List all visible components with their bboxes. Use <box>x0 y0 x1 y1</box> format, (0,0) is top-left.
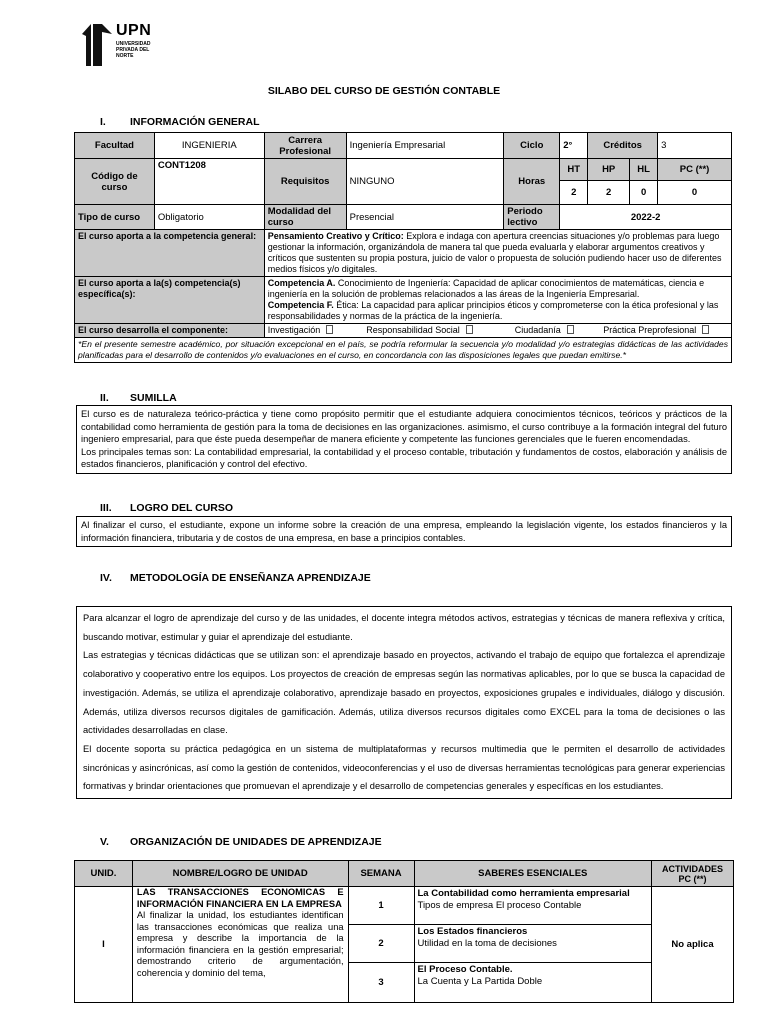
hp-value: 2 <box>588 181 630 205</box>
section-number: IV. <box>100 572 112 584</box>
header-unid: UNID. <box>75 861 133 887</box>
facultad-value: INGENIERIA <box>154 133 264 159</box>
section-2-heading <box>100 392 177 404</box>
pc-label: PC (**) <box>658 159 732 181</box>
periodo-label: Periodo lectivo <box>504 205 560 230</box>
logo-subtitle: UNIVERSIDAD PRIVADA DEL NORTE <box>116 41 151 59</box>
codigo-label: Código de curso <box>75 159 155 205</box>
creditos-label: Créditos <box>588 133 658 159</box>
tipo-value: Obligatorio <box>154 205 264 230</box>
week-text: La Cuenta y La Partida Doble <box>417 976 543 987</box>
week-title: El Proceso Contable. <box>417 964 513 975</box>
checkbox-icon <box>326 325 333 334</box>
checkbox-icon <box>466 325 473 334</box>
ciclo-value: 2° <box>560 133 588 159</box>
section-5-heading <box>100 836 382 848</box>
horas-label: Horas <box>504 159 560 205</box>
section-number: III. <box>100 502 112 514</box>
checkbox-icon <box>567 325 574 334</box>
week-text: Tipos de empresa El proceso Contable <box>417 900 582 911</box>
ht-label: HT <box>560 159 588 181</box>
componente-label: El curso desarrolla el componente: <box>75 324 265 338</box>
section-title: SUMILLA <box>130 392 177 404</box>
tipo-label: Tipo de curso <box>75 205 155 230</box>
modalidad-value: Presencial <box>346 205 504 230</box>
componente-investigacion[interactable] <box>268 325 364 336</box>
hp-label: HP <box>588 159 630 181</box>
week-saberes <box>414 963 652 1003</box>
week-number: 1 <box>348 887 414 925</box>
week-number: 3 <box>348 963 414 1003</box>
competencia-general-label: El curso aporta a la competencia general: <box>75 230 265 277</box>
unit-number: I <box>75 887 133 1003</box>
sumilla-paragraph: Los principales temas son: La contabilidad empresarial, la contabilidad y el proceso contable, tributación y fundamentos de costos, elaboración y análisis de estados financieros, planificación y control del efectivo. <box>81 446 727 469</box>
creditos-value: 3 <box>658 133 732 159</box>
carrera-value: Ingeniería Empresarial <box>346 133 504 159</box>
section-1-heading <box>100 116 260 128</box>
facultad-label: Facultad <box>75 133 155 159</box>
upn-logo <box>82 22 162 66</box>
unit-text: Al finalizar la unidad, los estudiantes identifican las transacciones económicas que realiza una empresa y describe la importancia de la información financiera en la gestión empresarial; demostrando criterio de argumentación, coherencia y dominio del tema, <box>136 910 344 978</box>
actividades-value: No aplica <box>652 887 734 1003</box>
competencia-a-body: Conocimiento de Ingeniería: Capacidad de aplicar conocimientos de matemáticas, ciencia e ingeniería en la solución de problemas relacionados a las áreas de la Ingeniería Empresarial. <box>267 278 705 299</box>
logo-name: UPN <box>116 22 152 39</box>
pc-value: 0 <box>658 181 732 205</box>
componente-label-text: Ciudadanía <box>514 325 561 335</box>
section-title: INFORMACIÓN GENERAL <box>130 116 260 128</box>
competencia-general-text <box>264 230 731 277</box>
modalidad-label: Modalidad del curso <box>264 205 346 230</box>
week-number: 2 <box>348 925 414 963</box>
section-number: I. <box>100 116 106 128</box>
week-title: La Contabilidad como herramienta empresarial <box>417 888 630 899</box>
ciclo-label: Ciclo <box>504 133 560 159</box>
carrera-label: Carrera Profesional <box>264 133 346 159</box>
document-title: SILABO DEL CURSO DE GESTIÓN CONTABLE <box>267 85 501 97</box>
section-3-heading <box>100 502 233 514</box>
metodologia-box <box>76 606 732 799</box>
header-semana: SEMANA <box>348 861 414 887</box>
requisitos-value: NINGUNO <box>346 159 504 205</box>
week-title: Los Estados financieros <box>417 926 528 937</box>
sumilla-paragraph: El curso es de naturaleza teórico-práctica y tiene como propósito permitir que el estudiante adquiera conocimientos técnicos, teóricos y prácticos de la contabilidad como herramienta de gestión para la toma de decisiones en las organizaciones. asimismo, el curso contribuye a la formación integral del futuro ingeniero empresarial, para que éste pueda desempeñar de manera eficiente y competente las funciones gerenciales que le fueren encomendadas. <box>81 409 727 444</box>
competencia-general-title: Pensamiento Creativo y Crítico: <box>267 231 404 241</box>
competencia-especifica-text <box>264 277 731 324</box>
componente-ciudadania[interactable] <box>515 325 601 336</box>
periodo-value: 2022-2 <box>560 205 732 230</box>
codigo-value: CONT1208 <box>154 159 264 205</box>
section-4-heading <box>100 572 371 584</box>
competencia-f-title: Competencia F. <box>267 300 334 310</box>
componente-practica-preprofesional[interactable] <box>603 325 709 335</box>
header-actividades: ACTIVIDADES PC (**) <box>652 861 734 887</box>
week-saberes <box>414 887 652 925</box>
section-number: V. <box>100 836 109 848</box>
ht-value: 2 <box>560 181 588 205</box>
competencia-f-body: Ética: La capacidad para aplicar principios éticos y comprometerse con la ética profesional y las responsabilidades y normas de la práctica de la ingeniería. <box>267 300 719 321</box>
nota-excepcional: *En el presente semestre académico, por situación excepcional en el país, se podría reformular la secuencia y/o modalidad y/o estrategias didácticas de las actividades planificadas para el desarrollo de contenidos y/o evaluaciones en el curso, en concordancia con las disposiciones legales que puedan emitirse.* <box>75 338 732 363</box>
upn-logo-icon <box>82 22 114 66</box>
sumilla-box <box>76 405 732 474</box>
componente-options <box>264 324 731 338</box>
week-text: Utilidad en la toma de decisiones <box>417 938 557 949</box>
checkbox-icon <box>702 325 709 334</box>
section-title: METODOLOGÍA DE ENSEÑANZA APRENDIZAJE <box>130 572 371 584</box>
unit-title: LAS TRANSACCIONES ECONOMICAS E INFORMACIÓN FINANCIERA EN LA EMPRESA <box>136 887 344 909</box>
hl-label: HL <box>630 159 658 181</box>
componente-responsabilidad-social[interactable] <box>366 325 512 336</box>
week-saberes <box>414 925 652 963</box>
requisitos-label: Requisitos <box>264 159 346 205</box>
info-table <box>74 132 732 363</box>
header-nombre: NOMBRE/LOGRO DE UNIDAD <box>132 861 348 887</box>
metodologia-paragraph: Las estrategias y técnicas didácticas que se utilizan son: el aprendizaje basado en proyectos, activando el trabajo de equipo que fortalezca el aprendizaje colaborativo y cooperativo entre los equipos. Los proyectos de creación de empresas según las normativas aplicables, por lo que se busca la capacidad de investigación. Además, se utiliza el aprendizaje colaborativo, aprendizaje basado en proyectos, exposiciones grupales e individuales, diálogo y discusión. Además, utiliza diversos recursos digitales de gamificación. Además, utiliza diversos recursos digitales como EXCEL para la toma de decisiones o las actividades desarrolladas en clase. <box>83 650 725 736</box>
componente-label-text: Responsabilidad Social <box>366 325 460 335</box>
competencia-especifica-label: El curso aporta a la(s) competencia(s) específica(s): <box>75 277 265 324</box>
componente-label-text: Práctica Preprofesional <box>603 325 697 335</box>
section-number: II. <box>100 392 109 404</box>
competencia-general-body: Explora e indaga con apertura creencias situaciones y/o problemas para luego gestionar la información, organizándola de manera tal que pueda evaluarla y elaborar argumentos creativos y críticos que sustenten su propia postura, juicio de valor o propuesta de solución pudiendo hacer uso de diferentes medios físicos y/o digitales. <box>267 231 722 274</box>
componente-label-text: Investigación <box>267 325 321 335</box>
section-title: LOGRO DEL CURSO <box>130 502 234 514</box>
metodologia-paragraph: El docente soporta su práctica pedagógica en un sistema de multiplataformas y recursos multimedia que le permiten el desarrollo de actividades sincrónicas y asincrónicas, así como la gestión de contenidos, videoconferencias y el uso de diversas herramientas tecnológicas para generar experiencias formativas y brindar orientaciones que promuevan el aprendizaje y el desarrollo de competencias generales y específicas en los estudiantes. <box>83 743 725 792</box>
section-title: ORGANIZACIÓN DE UNIDADES DE APRENDIZAJE <box>130 836 382 848</box>
hl-value: 0 <box>630 181 658 205</box>
header-saberes: SABERES ESENCIALES <box>414 861 652 887</box>
competencia-a-title: Competencia A. <box>267 278 336 288</box>
metodologia-paragraph: Para alcanzar el logro de aprendizaje del curso y de las unidades, el docente integra métodos activos, estrategias y técnicas de manera reflexiva y crítica, buscando motivar, estimular y guiar el aprendizaje del estudiante. <box>83 613 725 642</box>
logro-box: Al finalizar el curso, el estudiante, expone un informe sobre la creación de una empresa, empleando la legislación vigente, los estados financieros y la información financiera, tributaria y de costos de una empresa, en base a principios contables. <box>76 516 732 547</box>
unit-description <box>132 887 348 1003</box>
unidades-table <box>74 860 734 1003</box>
